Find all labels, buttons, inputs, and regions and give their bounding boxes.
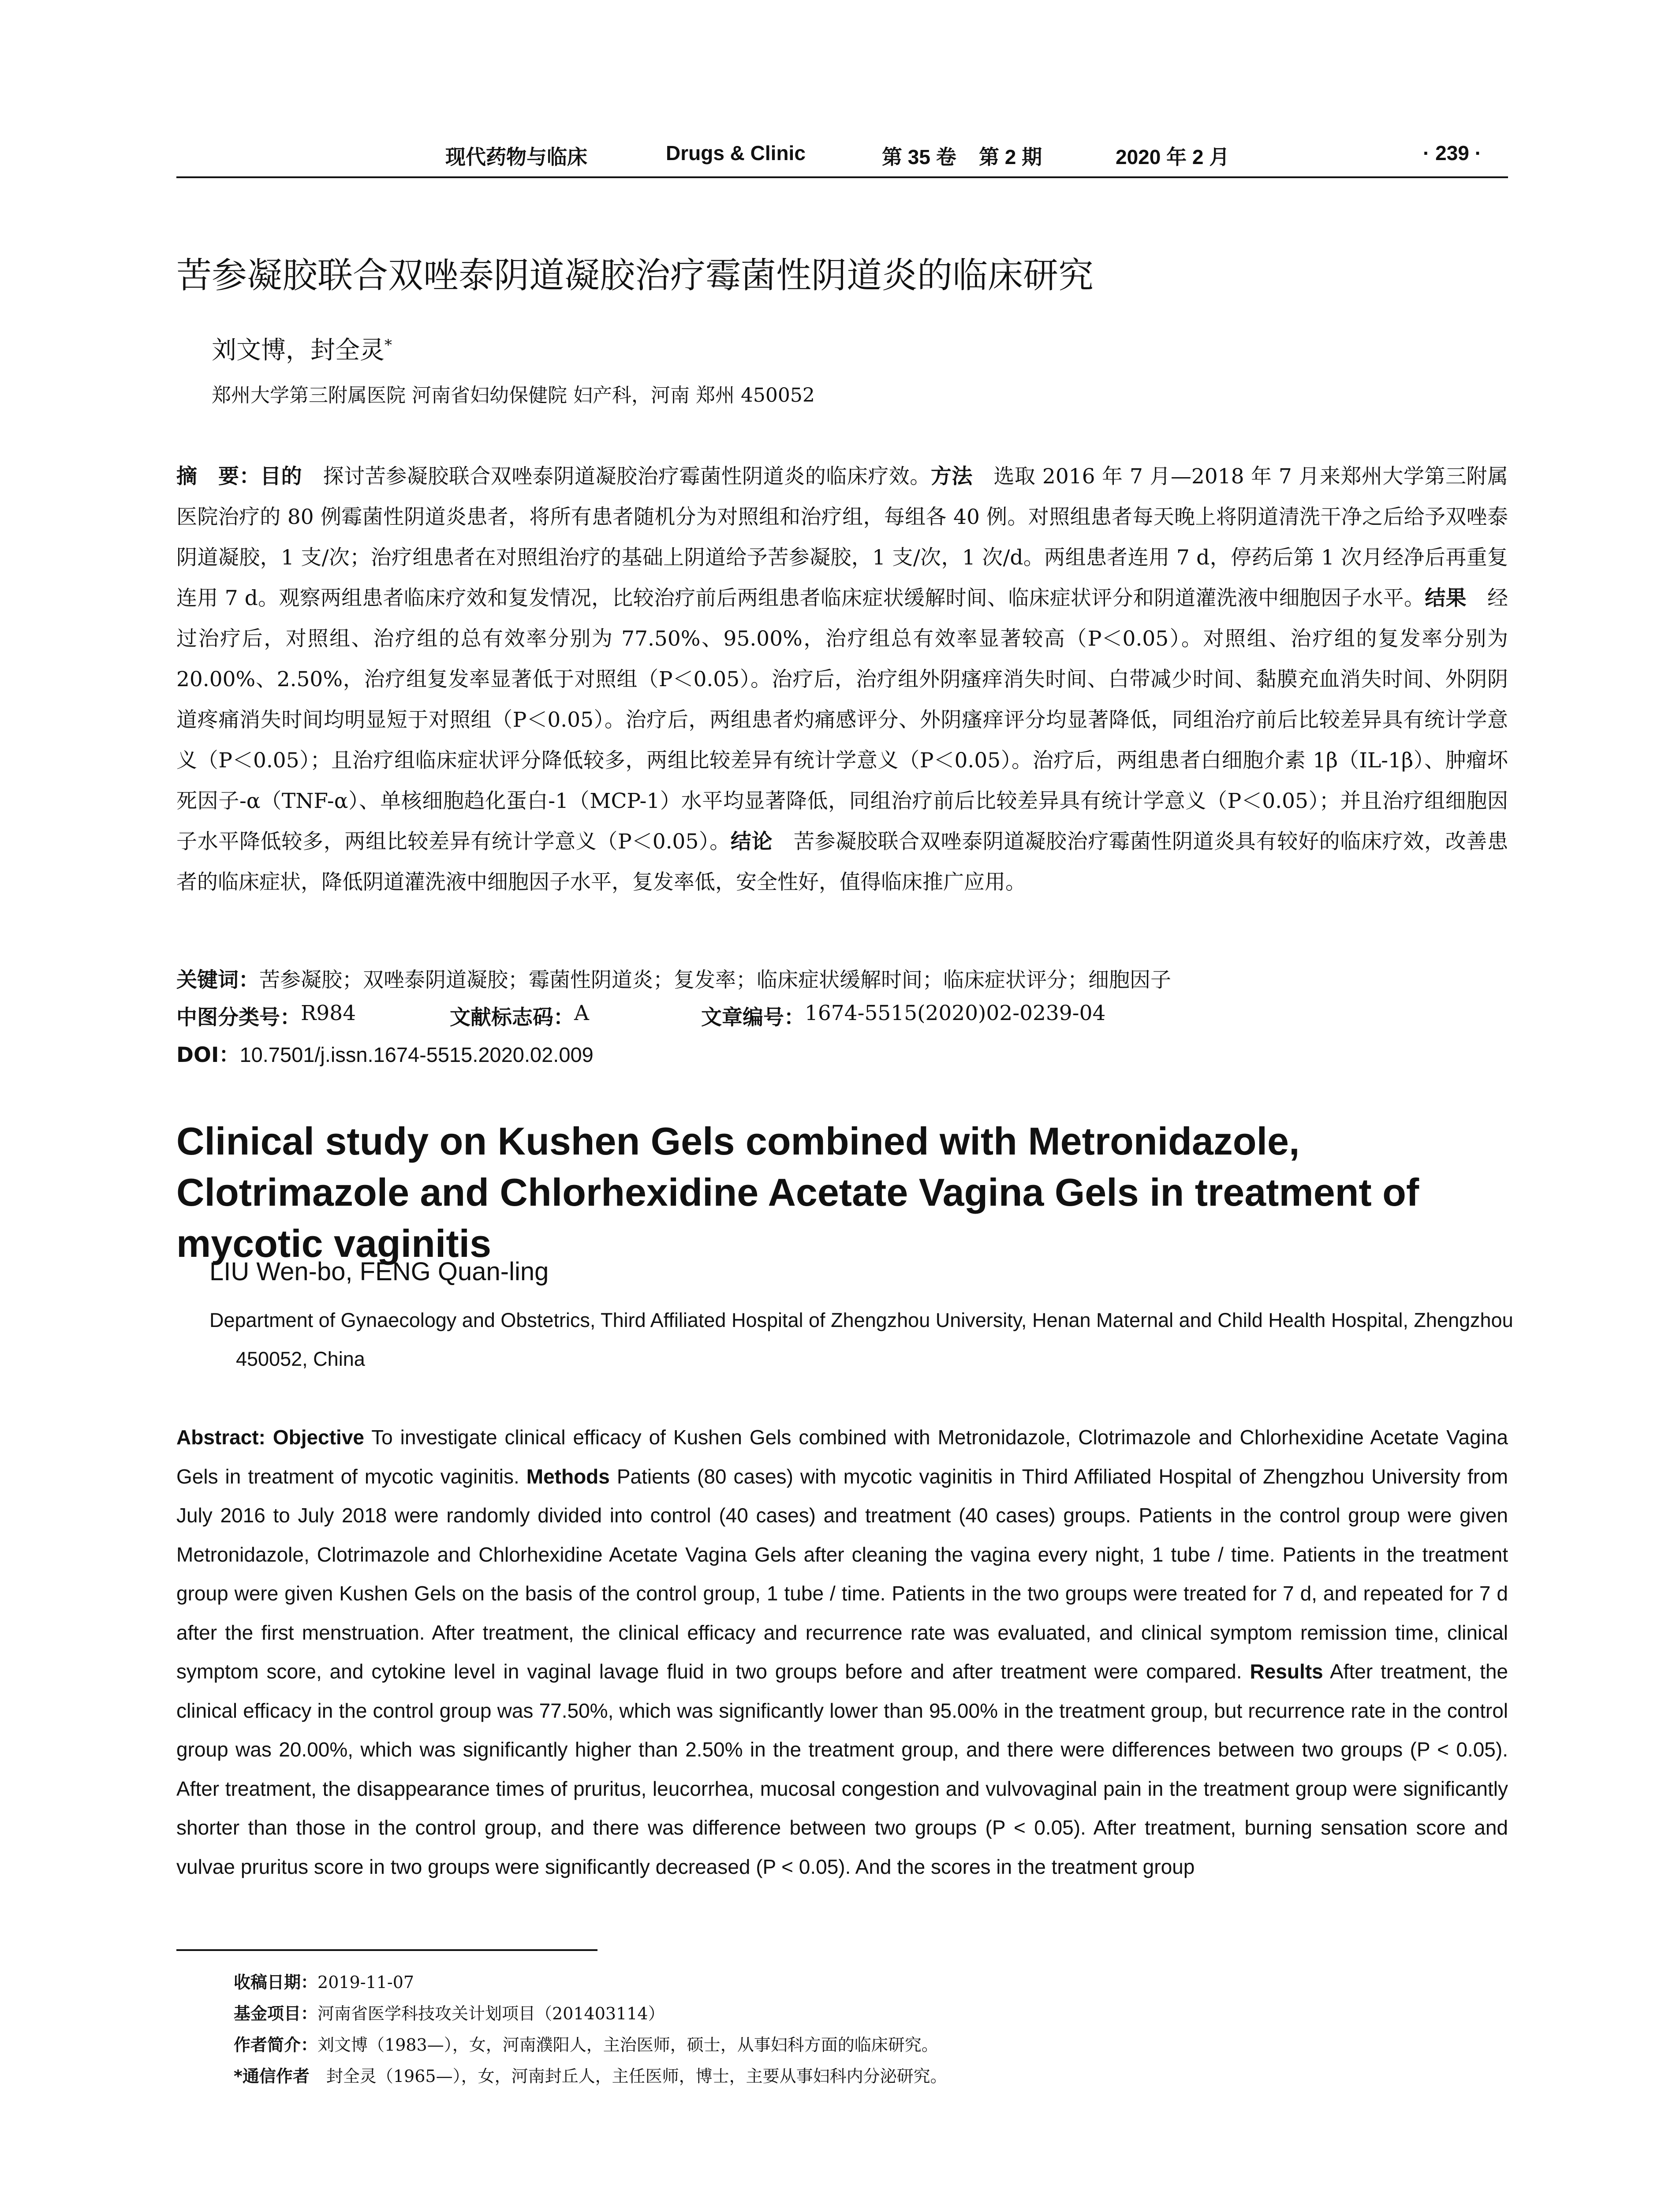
journal-name-en: Drugs & Clinic [666, 142, 806, 164]
footnote-author-bio [234, 2029, 947, 2061]
methods-label-en: Methods [526, 1465, 610, 1488]
clc-label: 中图分类号： [176, 1005, 301, 1030]
doc-code-value: A [574, 1001, 589, 1025]
footnote-value: 河南省医学科技攻关计划项目（201403114） [317, 2004, 665, 2023]
results-cn: 经过治疗后，对照组、治疗组的总有效率分别为 77.50%、95.00%，治疗组总有效率显著较高（P＜0.05）。对照组、治疗组的复发率分别为 20.00%、2.50%，治疗组复发率显著低于对照组（P＜0.05）。治疗后，治疗组外阴瘙痒消失时间、白带减少时间、黏膜充血消失时间、外阴阴道疼痛消失时间均明显短于对照组（P＜0.05）。治疗后，两组患者灼痛感评分、外阴瘙痒评分均显著降低，同组治疗前后比较差异具有统计学意义（P＜0.05）；且治疗组临床症状评分降低较多，两组比较差异有统计学意义（P＜0.05）。治疗后，两组患者白细胞介素 1β（IL-1β）、肿瘤坏死因子-α（TNF-α）、单核细胞趋化蛋白-1（MCP-1）水平均显著降低，同组治疗前后比较差异具有统计学意义（P＜0.05）；并且治疗组细胞因子水平降低较多，两组比较差异有统计学意义（P＜0.05）。 [176, 586, 1508, 854]
keywords-value: 苦参凝胶；双唑泰阴道凝胶；霉菌性阴道炎；复发率；临床症状缓解时间；临床症状评分；细胞因子 [259, 968, 1171, 992]
results-label-cn: 结果 [1425, 586, 1467, 610]
methods-cn: 选取 2016 年 7 月—2018 年 7 月来郑州大学第三附属医院治疗的 80 例霉菌性阴道炎患者，将所有患者随机分为对照组和治疗组，每组各 40 例。对照组患者每天晚上将阴道清洗干净之后给予双唑泰阴道凝胶，1 支/次；治疗组患者在对照组治疗的基础上阴道给予苦参凝胶，1 支/次，1 次/d。两组患者连用 7 d，停药后第 1 次月经净后再重复连用 7 d。观察两组患者临床疗效和复发情况，比较治疗前后两组患者临床症状缓解时间、临床症状评分和阴道灌洗液中细胞因子水平。 [176, 464, 1508, 610]
objective-label-en: Objective [273, 1426, 364, 1449]
authors-cn-text: 刘文博，封全灵 [212, 336, 385, 365]
keywords-cn [176, 964, 1171, 993]
footnote-funding [234, 1998, 947, 2029]
footnote-label: *通信作者 [234, 2067, 326, 2086]
doi-label: DOI： [176, 1043, 240, 1067]
keywords-label: 关键词： [176, 968, 259, 992]
results-label-en: Results [1250, 1660, 1323, 1683]
issue: 第 2 期 [979, 146, 1042, 168]
results-en: After treatment, the clinical efficacy in the control group was 77.50%, which was significantly lower than 95.00% in the treatment group, but recurrence rate in the control group was 20.00%, which was significantly higher than 2.50% in the treatment group, and there were differences between two groups (P < 0.05). After treatment, the disappearance times of pruritus, leucorrhea, mucosal congestion and vulvovaginal pain in the treatment group were significantly shorter than those in the control group, and there was difference between two groups (P < 0.05). After treatment, burning sensation score and vulvae pruritus score in two groups were significantly decreased (P < 0.05). And the scores in the treatment group [176, 1660, 1508, 1878]
conclusion-cn: 苦参凝胶联合双唑泰阴道凝胶治疗霉菌性阴道炎具有较好的临床疗效，改善患者的临床症状，降低阴道灌洗液中细胞因子水平，复发率低，安全性好，值得临床推广应用。 [176, 830, 1508, 894]
publication-date: 2020 年 2 月 [1116, 146, 1230, 168]
objective-en: To investigate clinical efficacy of Kushen Gels combined with Metronidazole, Clotrimazole and Chlorhexidine Acetate Vagina Gels in treatment of mycotic vaginitis. [176, 1426, 1508, 1488]
footnotes [234, 1967, 947, 2092]
footnote-value: 2019-11-07 [317, 1973, 414, 1992]
affiliation-en: Department of Gynaecology and Obstetrics, Third Affiliated Hospital of Zhengzhou University, Henan Maternal and Child Health Hospital, Zhengzhou 450052, China [209, 1309, 1513, 1370]
corresponding-mark: * [385, 336, 392, 354]
volume: 第 35 卷 [882, 146, 956, 168]
doc-code-label: 文献标志码： [450, 1005, 574, 1030]
footnote-label: 收稿日期： [234, 1973, 318, 1992]
affiliation-cn: 郑州大学第三附属医院 河南省妇幼保健院 妇产科，河南 郑州 450052 [212, 384, 815, 407]
footnote-corresponding [234, 2061, 947, 2092]
title-en: Clinical study on Kushen Gels combined with Metronidazole, Clotrimazole and Chlorhexidine Acetate Vagina Gels in treatment of mycotic vaginitis [176, 1119, 1419, 1265]
methods-label-cn: 方法 [930, 464, 973, 489]
footnote-rule [176, 1949, 597, 1951]
authors-cn [212, 331, 392, 366]
article-number [701, 1001, 1106, 1031]
doi-line [176, 1039, 594, 1068]
objective-label-cn: 目的 [260, 464, 302, 489]
conclusion-label-cn: 结论 [730, 830, 773, 854]
clc-number [176, 1001, 356, 1031]
page-number: · 239 · [1423, 142, 1482, 164]
footnote-value: 封全灵（1965—），女，河南封丘人，主任医师，博士，主要从事妇科内分泌研究。 [326, 2067, 947, 2086]
document-code [450, 1001, 589, 1031]
abstract-cn-label: 摘 要： [176, 464, 261, 489]
abstract-en-label: Abstract: [176, 1426, 273, 1449]
journal-name-cn: 现代药物与临床 [445, 146, 587, 168]
footnote-label: 基金项目： [234, 2004, 318, 2023]
abstract-en [176, 1418, 1508, 1886]
header-rule [176, 176, 1508, 178]
abstract-cn [176, 456, 1508, 903]
title-cn: 苦参凝胶联合双唑泰阴道凝胶治疗霉菌性阴道炎的临床研究 [176, 255, 1094, 296]
methods-en: Patients (80 cases) with mycotic vaginitis in Third Affiliated Hospital of Zhengzhou University from July 2016 to July 2018 were randomly divided into control (40 cases) and treatment (40 cases) groups. Patients in the control group were given Metronidazole, Clotrimazole and Chlorhexidine Acetate Vagina Gels after cleaning the vagina every night, 1 tube / time. Patients in the treatment group were given Kushen Gels on the basis of the control group, 1 tube / time. Patients in the two groups were treated for 7 d, and repeated for 7 d after the first menstruation. After treatment, the clinical efficacy and recurrence rate was evaluated, and clinical symptom remission time, clinical symptom score, and cytokine level in vaginal lavage fluid in two groups before and after treatment were compared. [176, 1465, 1508, 1683]
clc-value: R984 [301, 1001, 356, 1025]
objective-cn: 探讨苦参凝胶联合双唑泰阴道凝胶治疗霉菌性阴道炎的临床疗效。 [302, 464, 931, 489]
footnote-value: 刘文博（1983—），女，河南濮阳人，主治医师，硕士，从事妇科方面的临床研究。 [317, 2035, 938, 2055]
article-number-value: 1674-5515(2020)02-0239-04 [805, 1001, 1106, 1025]
authors-en: LIU Wen-bo, FENG Quan-ling [209, 1257, 549, 1286]
footnote-label: 作者简介： [234, 2035, 318, 2055]
footnote-received [234, 1967, 947, 1998]
doi-value: 10.7501/j.issn.1674-5515.2020.02.009 [239, 1043, 594, 1066]
article-number-label: 文章编号： [701, 1005, 805, 1030]
running-header [176, 141, 1508, 176]
